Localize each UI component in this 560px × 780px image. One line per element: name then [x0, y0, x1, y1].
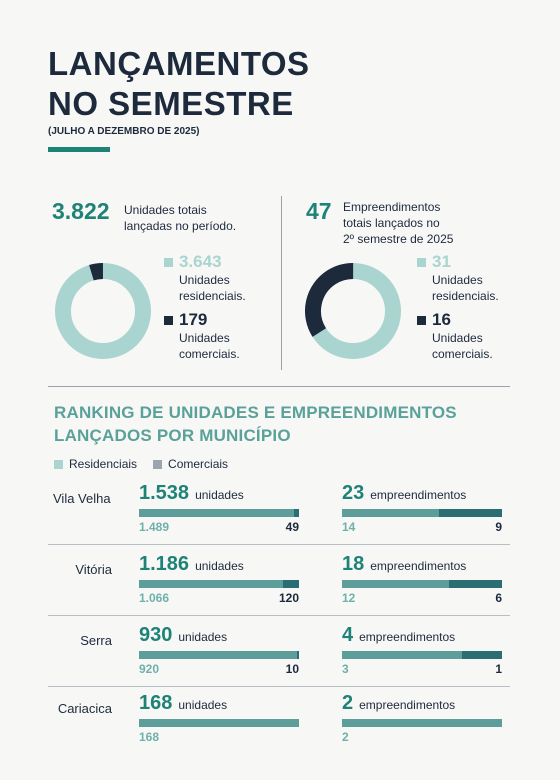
- projects-heading: [342, 482, 466, 505]
- ranking-row: [48, 692, 510, 752]
- units-bar: [139, 509, 299, 517]
- projects-total: 18: [342, 553, 365, 575]
- ranking-title-line2: LANÇADOS POR MUNICÍPIO: [54, 426, 291, 445]
- projects-commercial-label-line1: Unidades: [432, 331, 483, 345]
- summary-divider: [281, 196, 282, 370]
- projects-word: empreendimentos: [370, 559, 467, 573]
- projects-commercial-value: 16: [432, 310, 451, 329]
- projects-total: 2: [342, 692, 354, 714]
- projects-bar-commercial: [462, 651, 502, 659]
- projects-legend-residential: [417, 252, 499, 272]
- units-bar-residential: [139, 651, 297, 659]
- units-bar-residential: [139, 509, 294, 517]
- title-accent-bar: [48, 147, 110, 152]
- ranking-legend: [54, 457, 228, 471]
- units-legend-commercial: [164, 310, 246, 330]
- units-donut-chart: [55, 263, 151, 359]
- units-total-label-line2: lançadas no período.: [124, 219, 237, 233]
- projects-commercial-count: 6: [495, 591, 502, 605]
- units-bar: [139, 580, 299, 588]
- residential-swatch: [164, 258, 173, 267]
- projects-bar-residential: [342, 580, 449, 588]
- units-legend: [164, 252, 246, 362]
- ranking-legend-commercial: [153, 457, 228, 471]
- units-commercial-value: 179: [179, 310, 208, 329]
- projects-residential-count: 12: [342, 591, 356, 605]
- units-residential-count: 1.489: [139, 520, 170, 534]
- units-total-label: [124, 202, 236, 234]
- units-total: 1.186: [139, 553, 190, 575]
- units-total: 930: [139, 624, 173, 646]
- commercial-swatch: [153, 460, 162, 469]
- units-total: 168: [139, 692, 173, 714]
- projects-bar-residential: [342, 509, 439, 517]
- projects-residential-count: 14: [342, 520, 356, 534]
- units-total-label-line1: Unidades totais: [124, 203, 207, 217]
- ranking-title-line1: RANKING DE UNIDADES E EMPREENDIMENTOS: [54, 403, 457, 422]
- units-residential-count: 168: [139, 730, 160, 744]
- projects-residential-count: 3: [342, 662, 349, 676]
- projects-total-label-line3: 2º semestre de 2025: [343, 232, 454, 246]
- units-commercial-label-line2: comerciais.: [179, 347, 240, 361]
- projects-word: empreendimentos: [359, 630, 456, 644]
- projects-bar-residential: [342, 651, 462, 659]
- units-commercial-label-line1: Unidades: [179, 331, 230, 345]
- units-word: unidades: [178, 630, 228, 644]
- projects-bar: [342, 651, 502, 659]
- units-bar: [139, 719, 299, 727]
- projects-bar: [342, 509, 502, 517]
- title-line-2: NO SEMESTRE: [48, 85, 294, 122]
- ranking-legend-residential-label: Residenciais: [69, 457, 138, 471]
- projects-heading: [342, 692, 455, 715]
- projects-word: empreendimentos: [359, 698, 456, 712]
- projects-word: empreendimentos: [370, 488, 467, 502]
- projects-bar: [342, 719, 502, 727]
- commercial-swatch: [164, 316, 173, 325]
- ranking-row: [48, 482, 510, 542]
- units-word: unidades: [195, 559, 244, 573]
- city-name: Cariacica: [57, 701, 112, 716]
- projects-legend-commercial: [417, 310, 499, 330]
- projects-residential-label-line1: Unidades: [432, 273, 483, 287]
- section-divider: [48, 386, 510, 387]
- units-heading: [139, 624, 227, 647]
- projects-total-label: [343, 199, 453, 247]
- projects-bar-commercial: [449, 580, 502, 588]
- units-heading: [139, 692, 227, 715]
- units-bar-commercial: [297, 651, 299, 659]
- units-bar-residential: [139, 719, 299, 727]
- units-commercial-count: 10: [285, 662, 299, 676]
- units-residential-label: [164, 272, 246, 304]
- ranking-legend-commercial-label: Comerciais: [168, 457, 229, 471]
- ranking-title: [54, 401, 457, 447]
- projects-commercial-label-line2: comerciais.: [432, 347, 493, 361]
- units-bar-commercial: [294, 509, 299, 517]
- ranking-row: [48, 553, 510, 613]
- city-name: Vitória: [75, 562, 112, 577]
- residential-swatch: [54, 460, 63, 469]
- units-residential-label-line2: residenciais.: [179, 289, 246, 303]
- units-total: 1.538: [139, 482, 190, 504]
- commercial-swatch: [417, 316, 426, 325]
- units-commercial-count: 49: [285, 520, 299, 534]
- projects-commercial-count: 1: [495, 662, 502, 676]
- projects-bar: [342, 580, 502, 588]
- units-residential-slice: [63, 271, 143, 351]
- projects-total-value: 47: [306, 198, 332, 224]
- projects-heading: [342, 553, 466, 576]
- projects-donut-chart: [305, 263, 401, 359]
- projects-commercial-label: [417, 330, 499, 362]
- projects-legend: [417, 252, 499, 362]
- page-subtitle: (JULHO A DEZEMBRO DE 2025): [48, 126, 200, 137]
- projects-total-label-line1: Empreendimentos: [343, 200, 441, 214]
- projects-residential-value: 31: [432, 252, 451, 271]
- title-line-1: LANÇAMENTOS: [48, 45, 310, 82]
- projects-bar-residential: [342, 719, 502, 727]
- ranking-legend-residential: [54, 457, 137, 471]
- units-residential-label-line1: Unidades: [179, 273, 230, 287]
- page-title: [48, 44, 310, 124]
- projects-commercial-count: 9: [495, 520, 502, 534]
- units-word: unidades: [195, 488, 244, 502]
- units-legend-residential: [164, 252, 246, 272]
- units-heading: [139, 553, 244, 576]
- units-total-value: 3.822: [52, 198, 110, 224]
- units-bar-commercial: [283, 580, 299, 588]
- units-residential-count: 1.066: [139, 591, 170, 605]
- projects-residential-count: 2: [342, 730, 349, 744]
- residential-swatch: [417, 258, 426, 267]
- row-separator: [48, 544, 510, 545]
- units-heading: [139, 482, 244, 505]
- units-residential-count: 920: [139, 662, 160, 676]
- units-commercial-label: [164, 330, 246, 362]
- projects-residential-label: [417, 272, 499, 304]
- units-commercial-count: 120: [278, 591, 299, 605]
- projects-total-label-line2: totais lançados no: [343, 216, 440, 230]
- city-name: Vila Velha: [53, 491, 111, 506]
- row-separator: [48, 615, 510, 616]
- units-bar-residential: [139, 580, 283, 588]
- projects-heading: [342, 624, 455, 647]
- row-separator: [48, 686, 510, 687]
- units-residential-value: 3.643: [179, 252, 222, 271]
- ranking-row: [48, 624, 510, 684]
- city-name: Serra: [80, 633, 112, 648]
- projects-total: 23: [342, 482, 365, 504]
- projects-residential-label-line2: residenciais.: [432, 289, 499, 303]
- projects-bar-commercial: [439, 509, 502, 517]
- units-bar: [139, 651, 299, 659]
- projects-total: 4: [342, 624, 354, 646]
- units-word: unidades: [178, 698, 228, 712]
